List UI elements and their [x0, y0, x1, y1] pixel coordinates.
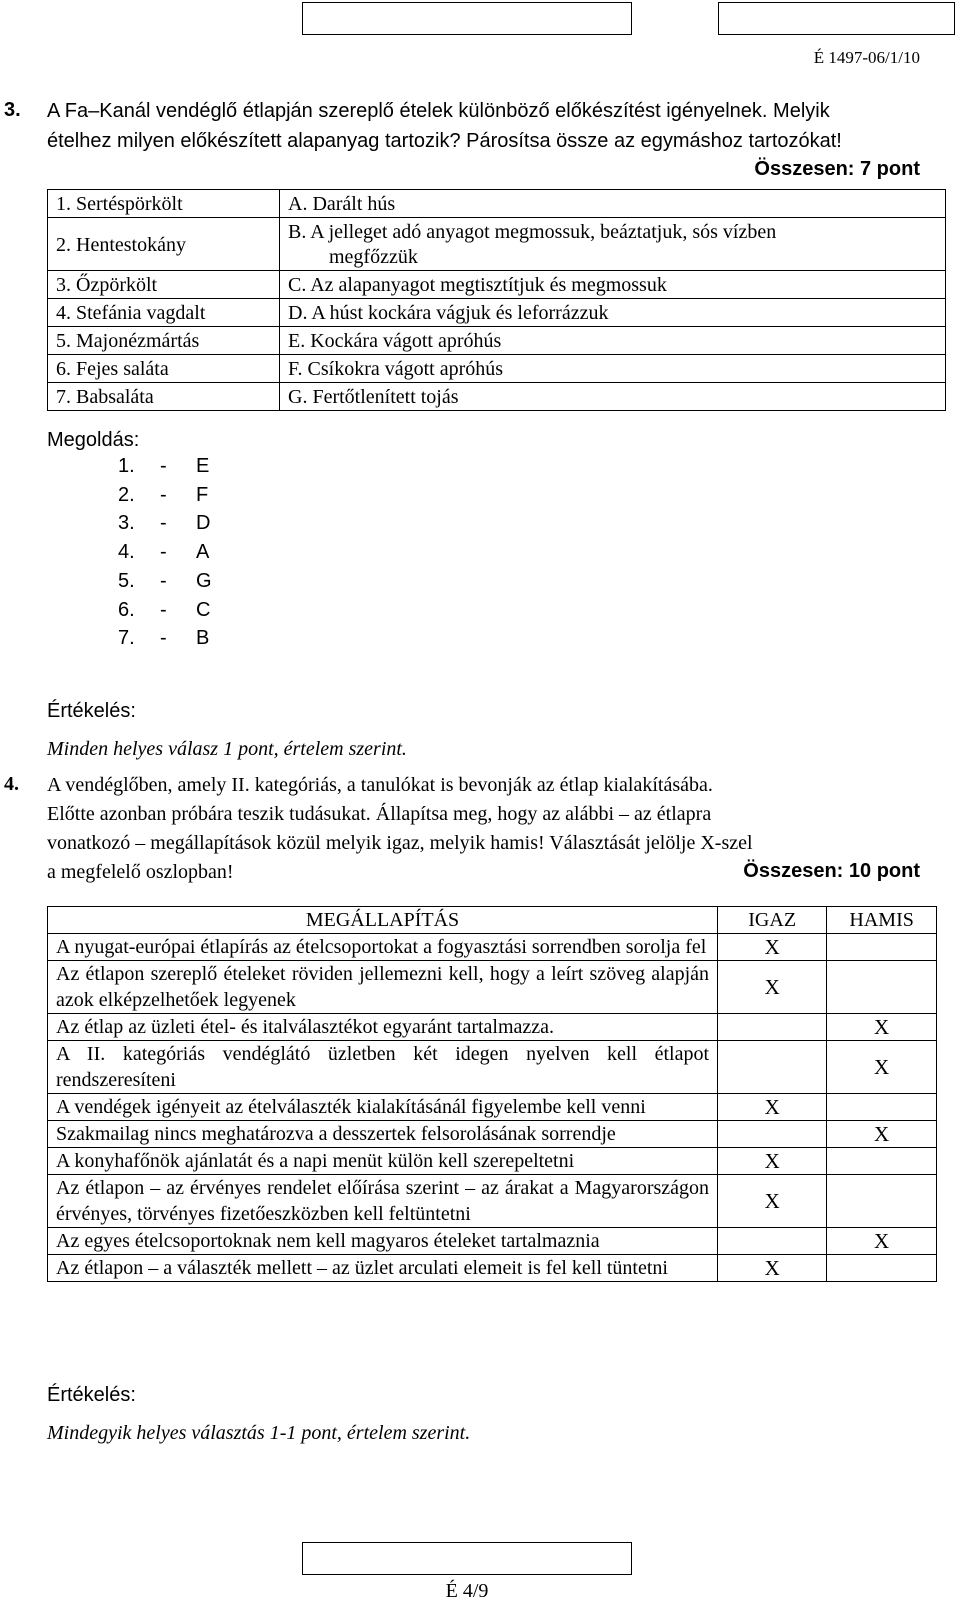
- true-cell[interactable]: [718, 1014, 827, 1041]
- solution-list: [118, 452, 212, 653]
- dish-cell: 3. Őzpörkölt: [48, 271, 280, 299]
- true-cell[interactable]: [718, 1041, 827, 1094]
- table-row: [48, 1228, 937, 1255]
- false-cell[interactable]: X: [827, 1014, 937, 1041]
- solution-item: 2. - F: [118, 483, 209, 506]
- ingredient-line: B. A jelleget adó anyagot megmossuk, beáztatjuk, sós vízben: [288, 221, 777, 243]
- question-3-text-line2: ételhez milyen előkészített alapanyag tartozik? Párosítsa össze az egymáshoz tartozókat!: [47, 130, 842, 152]
- solution-item: 1. - E: [118, 455, 210, 477]
- table-row: [48, 1175, 937, 1228]
- question-4-text-line2: Előtte azonban próbára teszik tudásukat. Állapítsa meg, hogy az alábbi – az étlapra: [47, 803, 712, 825]
- statement-cell: Az étlapon – az érvényes rendelet előírása szerint – az árakat a Magyarországon érvényes, törvényes fizetőeszközben kell feltüntetni: [48, 1175, 718, 1228]
- evaluation-text: Minden helyes válasz 1 pont, értelem szerint.: [47, 738, 407, 760]
- ingredient-cell: C. Az alapanyagot megtisztítjuk és megmossuk: [280, 271, 946, 299]
- evaluation-label: Értékelés:: [47, 700, 136, 722]
- statement-cell: Az étlapon szereplő ételeket röviden jellemezni kell, hogy a leírt szöveg alapján azok elképzelhetőek legyenek: [48, 961, 718, 1014]
- false-cell[interactable]: [827, 934, 937, 961]
- dish-cell: 4. Stefánia vagdalt: [48, 299, 280, 327]
- statement-cell: A II. kategóriás vendéglátó üzletben két idegen nyelven kell étlapot rendszeresíteni: [48, 1041, 718, 1094]
- table-row: [48, 1148, 937, 1175]
- false-cell[interactable]: [827, 1255, 937, 1282]
- solution-item: 6. - C: [118, 598, 211, 621]
- solution-item: 5. - G: [118, 569, 212, 592]
- statement-cell: A vendégek igényeit az ételválaszték kialakításánál figyelembe kell venni: [48, 1094, 718, 1121]
- table-row: [48, 218, 946, 271]
- table-row: [48, 1255, 937, 1282]
- false-cell[interactable]: X: [827, 1228, 937, 1255]
- table-row: [48, 190, 946, 218]
- table-header-row: [48, 907, 937, 934]
- false-cell[interactable]: [827, 1094, 937, 1121]
- table-row: [48, 961, 937, 1014]
- table-row: [48, 1121, 937, 1148]
- table-row: [48, 1041, 937, 1094]
- false-cell[interactable]: [827, 1148, 937, 1175]
- evaluation-label-q4: Értékelés:: [47, 1384, 136, 1406]
- column-header-statement: MEGÁLLAPÍTÁS: [48, 907, 718, 934]
- evaluation-text-q4: Mindegyik helyes választás 1-1 pont, értelem szerint.: [47, 1422, 471, 1444]
- dish-cell: 6. Fejes saláta: [48, 355, 280, 383]
- ingredient-cell: F. Csíkokra vágott apróhús: [280, 355, 946, 383]
- solution-item: 3. - D: [118, 512, 211, 535]
- statement-cell: A konyhafőnök ajánlatát és a napi menüt külön kell szerepeltetni: [48, 1148, 718, 1175]
- question-3-text-line1: A Fa–Kanál vendéglő étlapján szereplő ételek különböző előkészítést igényelnek. Melyik: [47, 100, 830, 122]
- true-cell[interactable]: X: [718, 1255, 827, 1282]
- statement-cell: Az egyes ételcsoportoknak nem kell magyaros ételeket tartalmaznia: [48, 1228, 718, 1255]
- solution-item: 7. - B: [118, 627, 210, 650]
- header-box-left: [302, 2, 632, 35]
- table-row: [48, 271, 946, 299]
- false-cell[interactable]: [827, 1175, 937, 1228]
- table-row: [48, 934, 937, 961]
- table-row: [48, 355, 946, 383]
- table-row: [48, 1094, 937, 1121]
- true-cell[interactable]: X: [718, 1175, 827, 1228]
- footer-box: [302, 1542, 632, 1575]
- table-row: [48, 1014, 937, 1041]
- true-cell[interactable]: X: [718, 1094, 827, 1121]
- table-row: [48, 383, 946, 411]
- question-4-points: Összesen: 10 pont: [743, 860, 920, 882]
- header-box-right: [718, 2, 955, 35]
- true-cell[interactable]: [718, 1121, 827, 1148]
- ingredient-cell: D. A húst kockára vágjuk és leforrázzuk: [280, 299, 946, 327]
- dish-cell: 5. Majonézmártás: [48, 327, 280, 355]
- true-cell[interactable]: X: [718, 934, 827, 961]
- dish-cell: 2. Hentestokány: [48, 218, 280, 271]
- statement-cell: Az étlapon – a választék mellett – az üzlet arculati elemeit is fel kell tüntetni: [48, 1255, 718, 1282]
- pairing-table: [47, 189, 946, 411]
- question-4-number: 4.: [4, 773, 19, 795]
- solution-label: Megoldás:: [47, 429, 140, 451]
- true-cell[interactable]: X: [718, 1148, 827, 1175]
- ingredient-line: megfőzzük: [329, 246, 418, 268]
- false-cell[interactable]: [827, 961, 937, 1014]
- false-cell[interactable]: X: [827, 1121, 937, 1148]
- dish-cell: 7. Babsaláta: [48, 383, 280, 411]
- dish-cell: 1. Sertéspörkölt: [48, 190, 280, 218]
- question-4-text-line3: vonatkozó – megállapítások közül melyik igaz, melyik hamis! Választását jelölje X-szel: [47, 832, 753, 854]
- question-3-number: 3.: [4, 99, 21, 121]
- ingredient-cell: G. Fertőtlenített tojás: [280, 383, 946, 411]
- question-3-points: Összesen: 7 pont: [754, 158, 920, 180]
- column-header-true: IGAZ: [718, 907, 827, 934]
- true-false-table: [47, 906, 937, 1282]
- ingredient-cell: [280, 218, 946, 271]
- page-number: É 4/9: [445, 1580, 489, 1602]
- statement-cell: Az étlap az üzleti étel- és italválasztékot egyaránt tartalmazza.: [48, 1014, 718, 1041]
- column-header-false: HAMIS: [827, 907, 937, 934]
- document-code: É 1497-06/1/10: [813, 48, 920, 67]
- statement-cell: Szakmailag nincs meghatározva a desszertek felsorolásának sorrendje: [48, 1121, 718, 1148]
- table-row: [48, 299, 946, 327]
- false-cell[interactable]: X: [827, 1041, 937, 1094]
- table-row: [48, 327, 946, 355]
- solution-item: 4. - A: [118, 541, 210, 564]
- ingredient-cell: E. Kockára vágott apróhús: [280, 327, 946, 355]
- true-cell[interactable]: [718, 1228, 827, 1255]
- question-4-text-line1: A vendéglőben, amely II. kategóriás, a tanulókat is bevonják az étlap kialakításába.: [47, 774, 713, 796]
- ingredient-cell: A. Darált hús: [280, 190, 946, 218]
- true-cell[interactable]: X: [718, 961, 827, 1014]
- statement-cell: A nyugat-európai étlapírás az ételcsoportokat a fogyasztási sorrendben sorolja fel: [48, 934, 718, 961]
- question-4-text-line4: a megfelelő oszlopban!: [47, 861, 234, 883]
